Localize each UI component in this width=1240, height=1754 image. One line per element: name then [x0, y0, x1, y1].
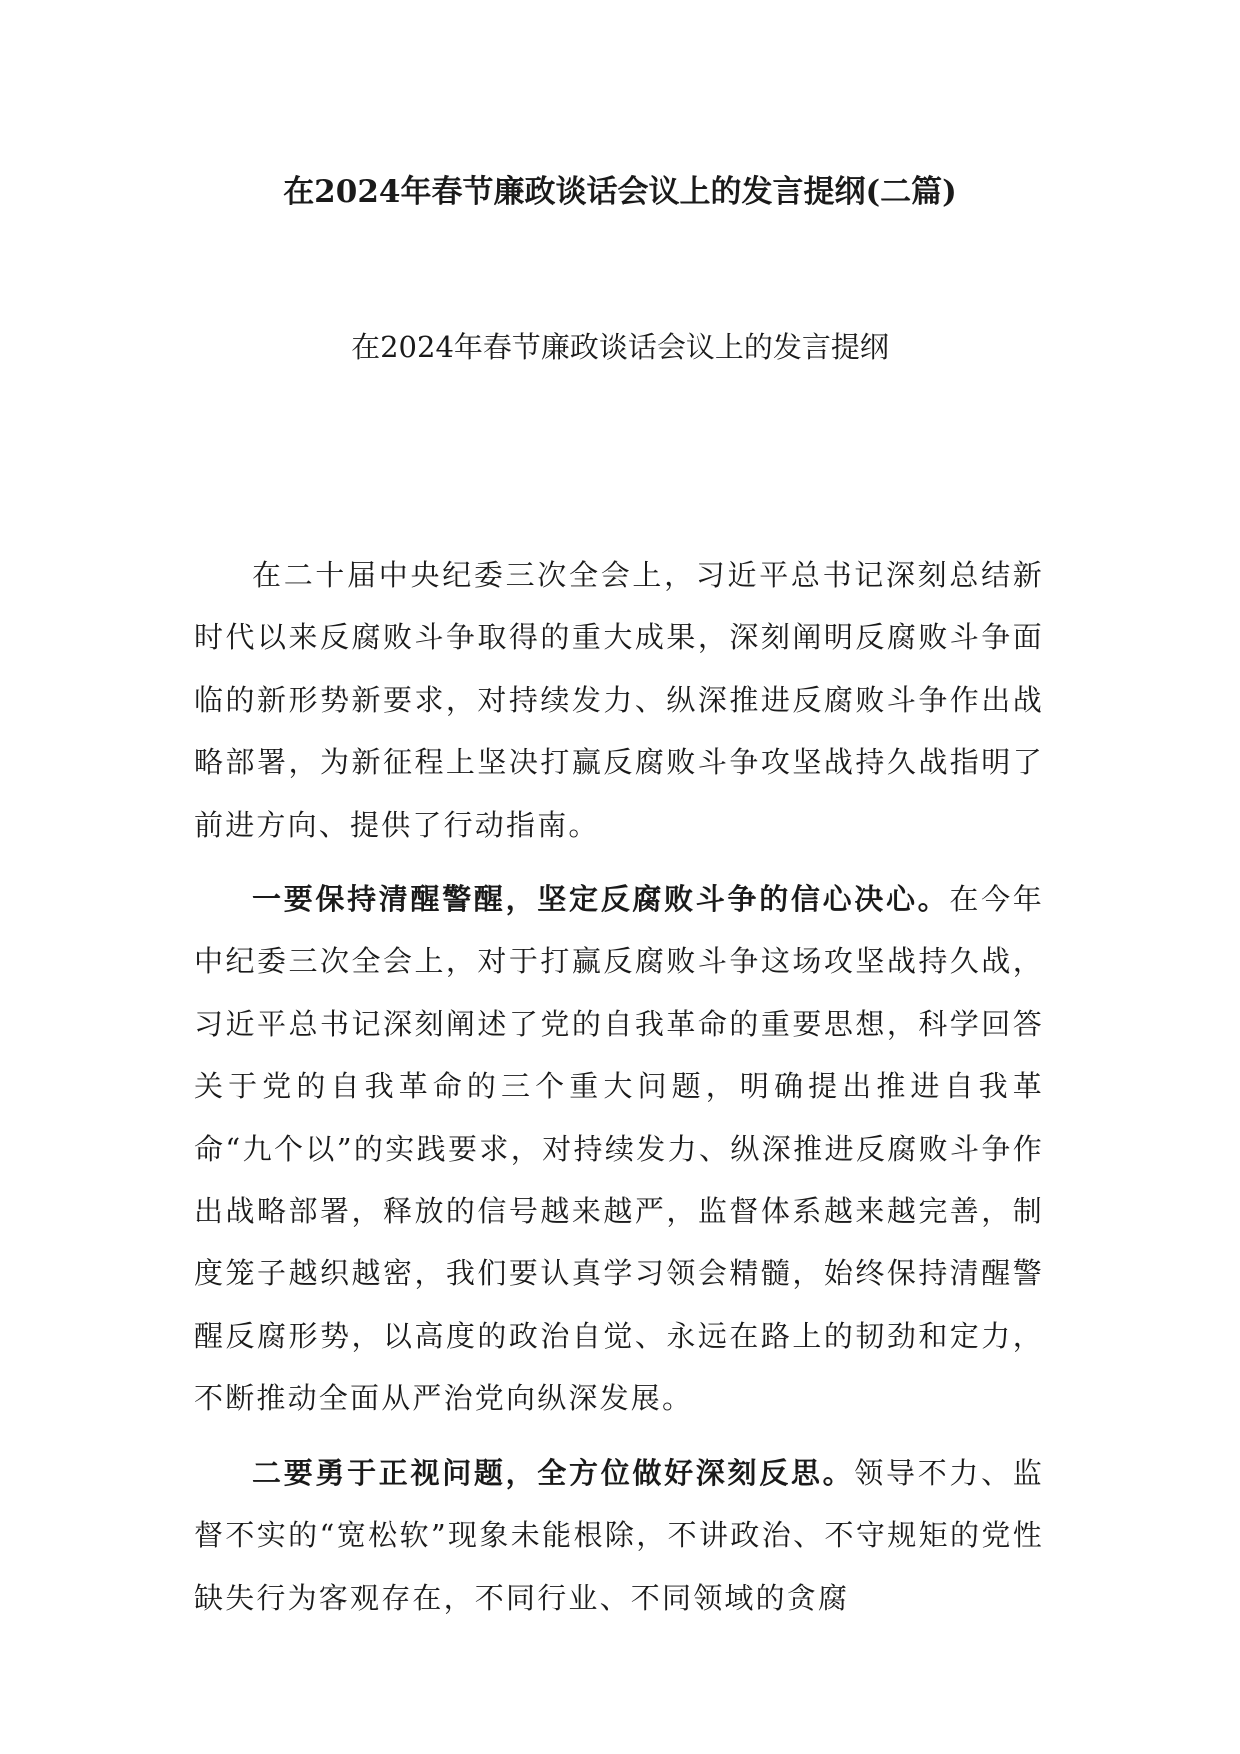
paragraph-text: 在今年中纪委三次全会上，对于打赢反腐败斗争这场攻坚战持久战，习近平总书记深刻阐述了党的自我革命的重要思想，科学回答关于党的自我革命的三个重大问题，明确提出推进自我革命“九个以”的实践要求，对持续发力、纵深推进反腐败斗争作出战略部署，释放的信号越来越严，监督体系越来越完善，制度笼子越织越密，我们要认真学习领会精髓，始终保持清醒警醒反腐形势，以高度的政治自觉、永远在路上的韧劲和定力，不断推动全面从严治党向纵深发展。	[194, 882, 1044, 1416]
paragraph-intro	[194, 544, 1044, 856]
paragraph-text: 领导不力、监督不实的“宽松软”现象未能根除，不讲政治、不守规矩的党性缺失行为客观存在，不同行业、不同领域的贪腐	[194, 1455, 1044, 1615]
paragraph-text: 在二十届中央纪委三次全会上，习近平总书记深刻总结新时代以来反腐败斗争取得的重大成果，深刻阐明反腐败斗争面临的新形势新要求，对持续发力、纵深推进反腐败斗争作出战略部署，为新征程上坚决打赢反腐败斗争攻坚战持久战指明了前进方向、提供了行动指南。	[194, 558, 1044, 842]
paragraph-heading: 一要保持清醒警醒，坚定反腐败斗争的信心决心。	[252, 882, 950, 917]
paragraph-heading: 二要勇于正视问题，全方位做好深刻反思。	[252, 1455, 855, 1490]
paragraph-point-one	[194, 868, 1044, 1430]
document-subtitle: 在2024年春节廉政谈话会议上的发言提纲	[351, 330, 889, 364]
paragraph-point-two	[194, 1442, 1044, 1629]
document-body	[194, 544, 1044, 1629]
document-title: 在2024年春节廉政谈话会议上的发言提纲(二篇)	[283, 174, 957, 210]
